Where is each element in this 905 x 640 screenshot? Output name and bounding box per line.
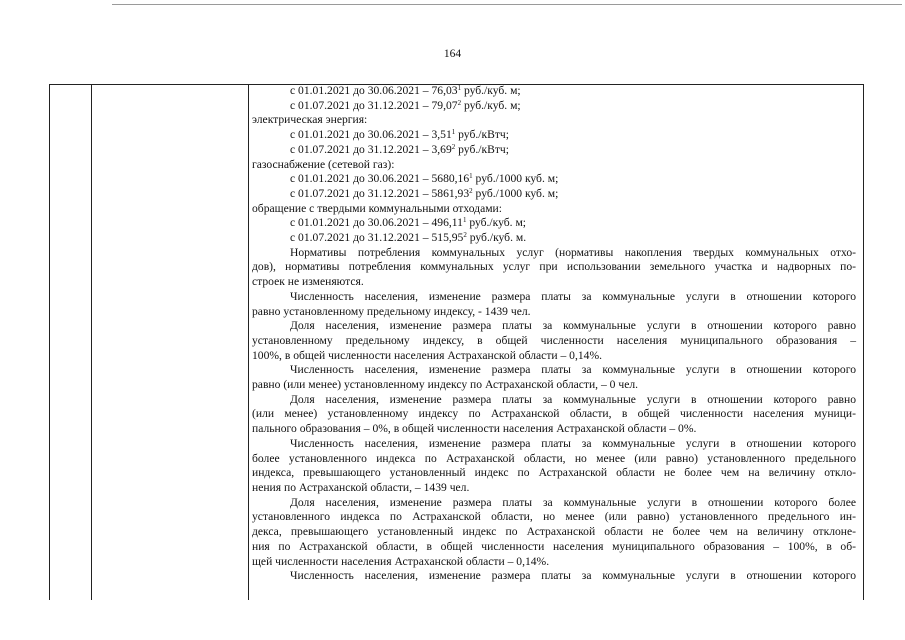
tariff-line: с 01.01.2021 до 30.06.2021 – 496,11$^1$ руб./куб. м; (290, 216, 527, 230)
paragraph-line: пального образования – 0%, в общей численности населения Астраханской области – 0%. (252, 422, 697, 436)
paragraph-line: нения по Астраханской области, – 1439 чел. (252, 480, 470, 494)
paragraph-line: индекса, превышающего установленный индекс по Астраханской области не более чем на величину откло- (252, 466, 856, 480)
paragraph-line: Нормативы потребления коммунальных услуг (нормативы накопления твердых коммунальных отхо- (290, 245, 856, 259)
tariff-line: с 01.07.2021 до 31.12.2021 – 515,95$^2$ руб./куб. м. (290, 231, 527, 245)
tariff-line: с 01.01.2021 до 30.06.2021 – 3,51$^1$ руб./кВтч; (290, 128, 509, 142)
paragraph-line: Численность населения, изменение размера платы за коммунальные услуги в отношении которого (290, 436, 856, 450)
paragraph-line: Доля населения, изменение размера платы за коммунальные услуги в отношении которого равно (290, 392, 856, 406)
table-cell-content (252, 84, 856, 584)
tariff-line: с 01.01.2021 до 30.06.2021 – 5680,16$^1$ руб./1000 куб. м; (290, 172, 559, 186)
page-number: 164 (443, 48, 462, 60)
tariff-line: с 01.07.2021 до 31.12.2021 – 3,69$^2$ руб./кВтч; (290, 142, 509, 156)
paragraph-line: Доля населения, изменение размера платы за коммунальные услуги в отношении которого более (290, 495, 856, 509)
paragraph-line: более установленного индекса по Астраханской области, но менее (или равно) установленного предельного (252, 451, 856, 465)
tariff-line: с 01.07.2021 до 31.12.2021 – 5861,93$^2$ руб./1000 куб. м; (290, 186, 559, 200)
paragraph-line: строек не изменяются. (252, 275, 364, 289)
paragraph-line: равно установленному предельному индексу, - 1439 чел. (252, 304, 531, 318)
paragraph-line: ния по Астраханской области, в общей численности населения муниципального образования – 100%, в об- (252, 539, 856, 553)
paragraph-line: дов), нормативы потребления коммунальных услуг при использовании земельного участка и надворных по- (252, 260, 856, 274)
column-divider-1 (91, 84, 92, 600)
service-heading: газоснабжение (сетевой газ): (252, 157, 395, 171)
paragraph-line: (или менее) установленному индексу по Астраханской области, в общей численности населения муници- (252, 407, 856, 421)
service-heading: обращение с твердыми коммунальными отходами: (252, 201, 502, 215)
top-rule (112, 4, 902, 5)
paragraph-line: установленному предельному индексу, в общей численности населения муниципального образования – (252, 333, 856, 347)
paragraph-line: Численность населения, изменение размера платы за коммунальные услуги в отношении которого (290, 569, 856, 583)
paragraph-line: декса, превышающего установленный индекс по Астраханской области не более чем на величину отклоне- (252, 525, 856, 539)
paragraph-line: установленного индекса по Астраханской области, но менее (или равно) установленного предельного ин- (252, 510, 856, 524)
column-divider-2 (248, 84, 249, 600)
tariff-line: с 01.07.2021 до 31.12.2021 – 79,07$^2$ руб./куб. м; (290, 98, 521, 112)
paragraph-line: Численность населения, изменение размера платы за коммунальные услуги в отношении которого (290, 289, 856, 303)
paragraph-line: 100%, в общей численности населения Астраханской области – 0,14%. (252, 348, 603, 362)
service-heading: электрическая энергия: (252, 113, 368, 127)
paragraph-line: щей численности населения Астраханской области – 0,14%. (252, 554, 550, 568)
tariff-line: с 01.01.2021 до 30.06.2021 – 76,03$^1$ руб./куб. м; (290, 84, 521, 97)
paragraph-line: равно (или менее) установленному индексу по Астраханской области, – 0 чел. (252, 378, 639, 392)
paragraph-line: Численность населения, изменение размера платы за коммунальные услуги в отношении которого (290, 363, 856, 377)
paragraph-line: Доля населения, изменение размера платы за коммунальные услуги в отношении которого равно (290, 319, 856, 333)
